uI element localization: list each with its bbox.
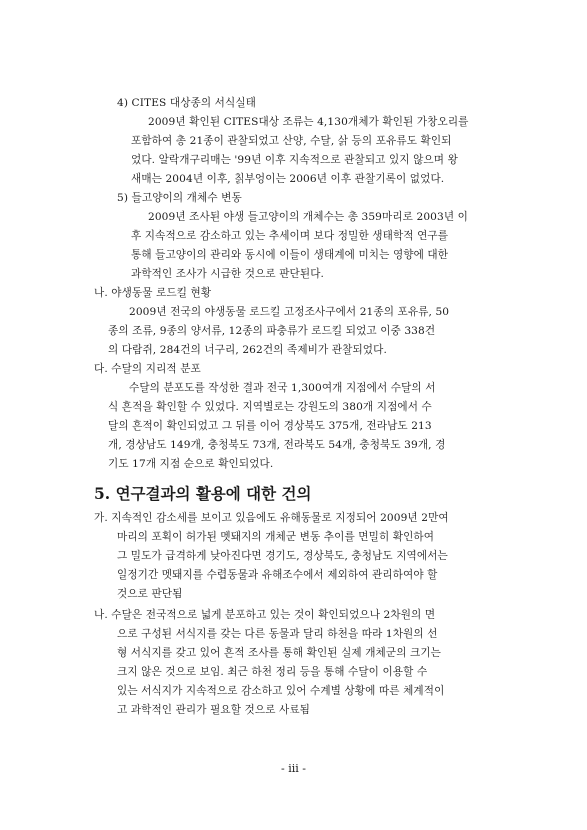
- cites-paragraph-line: 새매는 2004년 이후, 칡부엉이는 2006년 이후 관찰기록이 없었다.: [131, 173, 445, 185]
- section-heading: 5. 연구결과의 활용에 대한 건의: [94, 484, 312, 503]
- recommendation-item-na-line: 형 서식지를 갖고 있어 흔적 조사를 통해 확인된 실제 개체군의 크기는: [117, 647, 442, 659]
- recommendation-item-na-line: 고 과학적인 관리가 필요할 것으로 사료됨: [117, 704, 311, 716]
- otter-paragraph-line: 개, 경상남도 149개, 충청북도 73개, 전라북도 54개, 충청북도 39개, 경: [108, 439, 446, 451]
- cites-paragraph-line: 포함하여 총 21종이 관찰되었고 산양, 수달, 삵 등의 포유류도 확인되: [131, 135, 452, 147]
- roadkill-paragraph-line: 종의 조류, 9종의 양서류, 12종의 파충류가 로드킬 되었고 이중 338건: [108, 325, 436, 337]
- feral-cat-paragraph-line: 후 지속적으로 감소하고 있는 추세이며 보다 정밀한 생태학적 연구를: [131, 230, 449, 242]
- recommendation-item-na-line: 크지 않은 것으로 보임. 최근 하천 정리 등을 통해 수달이 이용할 수: [117, 666, 428, 678]
- feral-cat-paragraph-line: 통해 들고양이의 관리와 동시에 이들이 생태계에 미치는 영향에 대한: [131, 249, 449, 261]
- feral-cat-paragraph-line: 과학적인 조사가 시급한 것으로 판단된다.: [131, 268, 325, 280]
- cites-subsection-title: 4) CITES 대상종의 서식실태: [117, 97, 256, 109]
- recommendation-item-ga-line: 마리의 포획이 허가된 멧돼지의 개체군 변동 추이를 면밀히 확인하여: [117, 531, 435, 543]
- otter-paragraph-line: 식 흔적을 확인할 수 있었다. 지역별로는 강원도의 380개 지점에서 수: [108, 401, 432, 413]
- cites-paragraph-line: 었다. 알락개구리매는 '99년 이후 지속적으로 관찰되고 있지 않으며 왕: [131, 154, 458, 166]
- recommendation-item-ga-line: 것으로 판단됨: [117, 588, 183, 600]
- roadkill-subsection-title: 나. 야생동물 로드킬 현황: [94, 287, 212, 299]
- recommendation-item-na-line: 나. 수달은 전국적으로 넓게 분포하고 있는 것이 확인되었으나 2차원의 면: [94, 609, 436, 621]
- recommendation-item-ga-line: 일정기간 멧돼지를 수렵동물과 유해조수에서 제외하여 관리하여야 할: [117, 569, 438, 581]
- otter-paragraph-line: 수달의 분포도를 작성한 결과 전국 1,300여개 지점에서 수달의 서: [129, 382, 436, 394]
- otter-paragraph-line: 기도 17개 지점 순으로 확인되었다.: [108, 458, 274, 470]
- recommendation-item-na-line: 으로 구성된 서식지를 갖는 다른 동물과 달리 하천을 따라 1차원의 선: [117, 628, 438, 640]
- feral-cat-subsection-title: 5) 들고양이의 개체수 변동: [117, 192, 242, 204]
- recommendation-item-ga-line: 그 밀도가 급격하게 낮아진다면 경기도, 경상북도, 충청남도 지역에서는: [117, 550, 448, 562]
- otter-subsection-title: 다. 수달의 지리적 분포: [94, 363, 201, 375]
- page-number: - iii -: [281, 762, 306, 775]
- feral-cat-paragraph-line: 2009년 조사된 야생 들고양이의 개체수는 총 359마리로 2003년 이: [148, 211, 468, 223]
- roadkill-paragraph-line: 의 다람쥐, 284건의 너구리, 262건의 족제비가 관찰되었다.: [108, 344, 387, 356]
- cites-paragraph-line: 2009년 확인된 CITES대상 조류는 4,130개체가 확인된 가창오리를: [148, 116, 469, 128]
- recommendation-item-ga-line: 가. 지속적인 감소세를 보이고 있음에도 유해동물로 지정되어 2009년 2만여: [94, 512, 449, 524]
- otter-paragraph-line: 달의 흔적이 확인되었고 그 뒤를 이어 경상북도 375개, 전라남도 213: [108, 420, 432, 432]
- recommendation-item-na-line: 있는 서식지가 지속적으로 감소하고 있어 수계별 상황에 따른 체계적이: [117, 685, 445, 697]
- roadkill-paragraph-line: 2009년 전국의 야생동물 로드킬 고정조사구에서 21종의 포유류, 50: [129, 306, 450, 318]
